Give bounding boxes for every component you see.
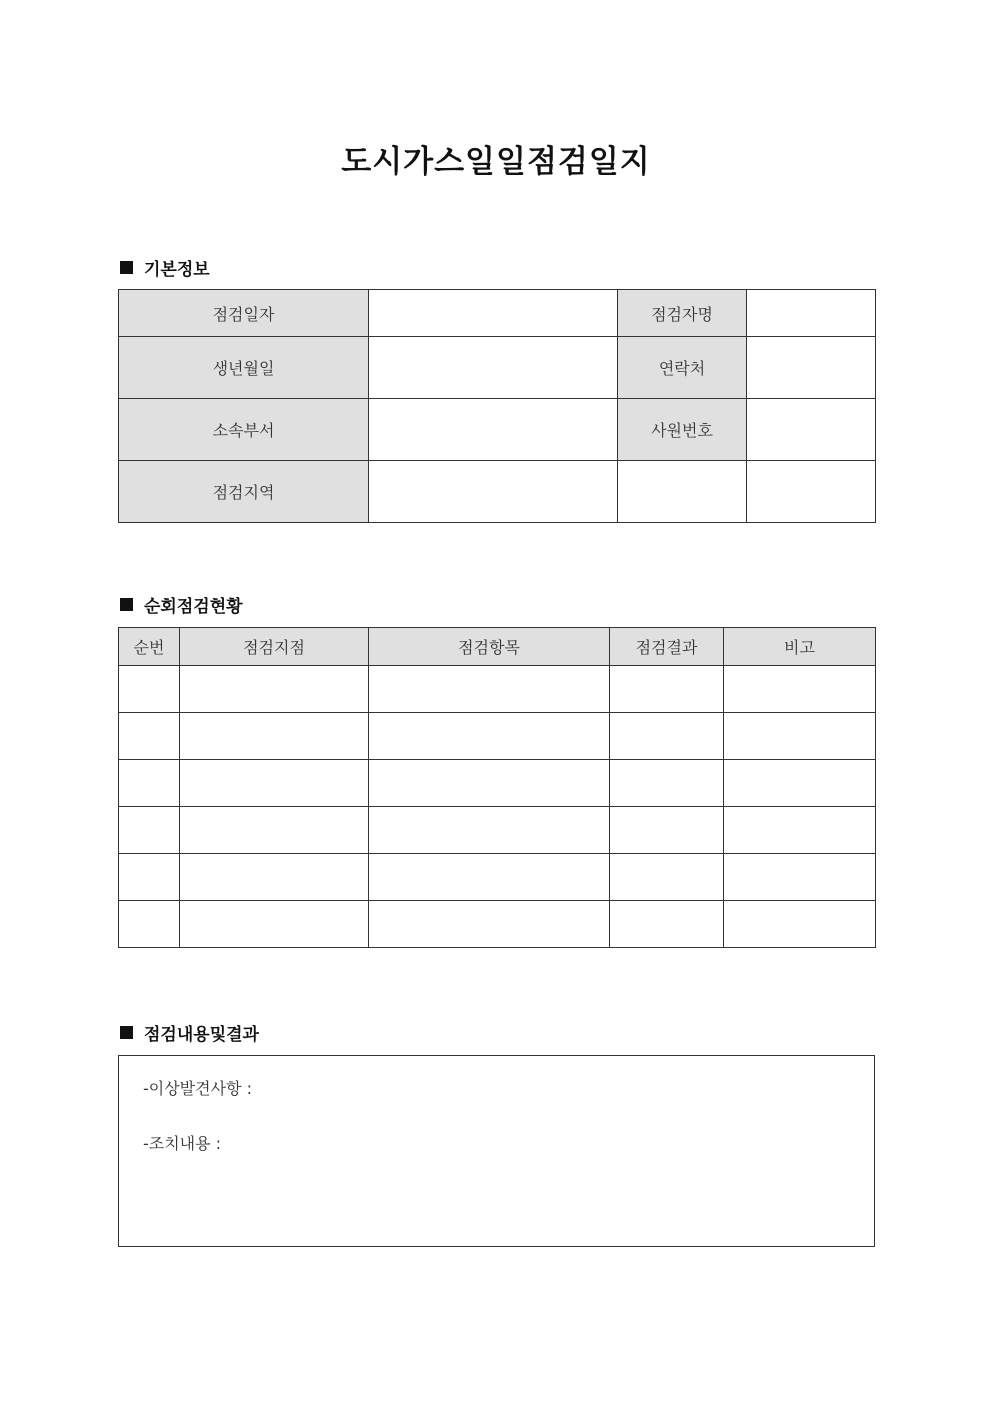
- section-patrol-heading: [120, 592, 243, 617]
- column-header-result: 점검결과: [610, 628, 724, 666]
- column-header-point: 점검지점: [180, 628, 369, 666]
- square-bullet-icon: [120, 598, 133, 611]
- table-row: [119, 807, 876, 854]
- cell-point[interactable]: [180, 807, 369, 854]
- column-header-remarks: 비고: [724, 628, 876, 666]
- cell-point[interactable]: [180, 760, 369, 807]
- patrol-status-table: [118, 627, 876, 948]
- cell-result[interactable]: [610, 713, 724, 760]
- square-bullet-icon: [120, 1026, 133, 1039]
- cell-result[interactable]: [610, 854, 724, 901]
- cell-seq[interactable]: [119, 666, 180, 713]
- cell-item[interactable]: [369, 760, 610, 807]
- column-header-seq: 순번: [119, 628, 180, 666]
- square-bullet-icon: [120, 261, 133, 274]
- anomaly-found-line: -이상발견사항 :: [143, 1079, 252, 1098]
- column-header-item: 점검항목: [369, 628, 610, 666]
- section-patrol-label: 순회점검현황: [144, 597, 243, 617]
- cell-point[interactable]: [180, 713, 369, 760]
- cell-remarks[interactable]: [724, 666, 876, 713]
- cell-remarks[interactable]: [724, 713, 876, 760]
- cell-remarks[interactable]: [724, 901, 876, 948]
- table-row: [119, 760, 876, 807]
- basic-info-row: [119, 461, 876, 523]
- cell-seq[interactable]: [119, 760, 180, 807]
- table-row: [119, 901, 876, 948]
- cell-point[interactable]: [180, 666, 369, 713]
- cell-item[interactable]: [369, 854, 610, 901]
- section-result-heading: [120, 1020, 259, 1045]
- result-text-area[interactable]: [118, 1055, 875, 1247]
- table-row: [119, 713, 876, 760]
- department-label: 소속부서: [119, 399, 369, 461]
- cell-remarks[interactable]: [724, 760, 876, 807]
- inspector-name-label: 점검자명: [618, 290, 747, 337]
- cell-seq[interactable]: [119, 901, 180, 948]
- cell-item[interactable]: [369, 666, 610, 713]
- contact-label: 연락처: [618, 337, 747, 399]
- cell-result[interactable]: [610, 760, 724, 807]
- inspection-date-label: 점검일자: [119, 290, 369, 337]
- section-result-label: 점검내용및결과: [144, 1025, 259, 1045]
- birth-date-field[interactable]: [369, 337, 618, 399]
- table-row: [119, 854, 876, 901]
- cell-point[interactable]: [180, 901, 369, 948]
- cell-seq[interactable]: [119, 807, 180, 854]
- inspector-name-field[interactable]: [747, 290, 876, 337]
- cell-result[interactable]: [610, 666, 724, 713]
- table-row: [119, 666, 876, 713]
- section-basic-info-heading: [120, 255, 210, 280]
- basic-info-row: [119, 337, 876, 399]
- action-taken-line: -조치내용 :: [143, 1134, 222, 1153]
- patrol-header-row: [119, 628, 876, 666]
- cell-remarks[interactable]: [724, 807, 876, 854]
- cell-item[interactable]: [369, 807, 610, 854]
- cell-item[interactable]: [369, 713, 610, 760]
- cell-remarks[interactable]: [724, 854, 876, 901]
- section-basic-info-label: 기본정보: [144, 260, 210, 280]
- basic-info-table: [118, 289, 876, 523]
- cell-result[interactable]: [610, 807, 724, 854]
- basic-info-row: [119, 399, 876, 461]
- blank-cell[interactable]: [747, 461, 876, 523]
- department-field[interactable]: [369, 399, 618, 461]
- inspection-date-field[interactable]: [369, 290, 618, 337]
- cell-point[interactable]: [180, 854, 369, 901]
- cell-item[interactable]: [369, 901, 610, 948]
- inspection-area-field[interactable]: [369, 461, 618, 523]
- cell-result[interactable]: [610, 901, 724, 948]
- cell-seq[interactable]: [119, 713, 180, 760]
- blank-cell[interactable]: [618, 461, 747, 523]
- inspection-area-label: 점검지역: [119, 461, 369, 523]
- contact-field[interactable]: [747, 337, 876, 399]
- page-title: 도시가스일일점검일지: [341, 144, 651, 180]
- employee-number-label: 사원번호: [618, 399, 747, 461]
- cell-seq[interactable]: [119, 854, 180, 901]
- basic-info-row: [119, 290, 876, 337]
- birth-date-label: 생년월일: [119, 337, 369, 399]
- employee-number-field[interactable]: [747, 399, 876, 461]
